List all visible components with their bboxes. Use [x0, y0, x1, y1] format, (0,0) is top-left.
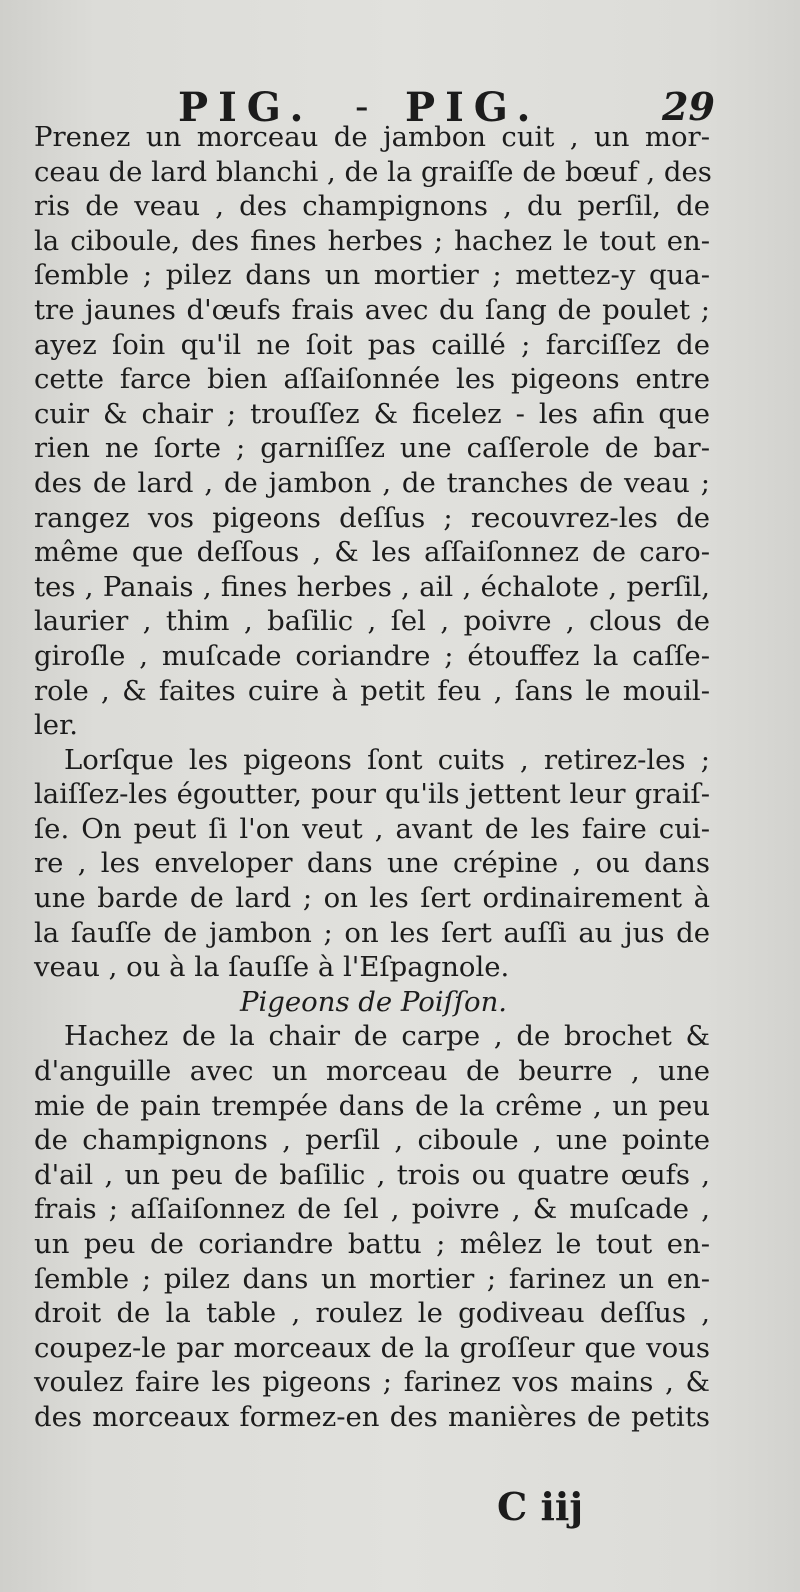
text-line: Lorſque les pigeons ſont cuits , retirez-les ;	[64, 743, 710, 776]
header-separator: -	[355, 84, 369, 130]
text-line: laiſſez-les égoutter, pour qu'ils jettent leur graiſ-	[34, 778, 710, 811]
text-line: la ciboule, des fines herbes ; hachez le tout en-	[34, 224, 710, 257]
text-line: re , les enveloper dans une crépine , ou dans	[34, 847, 710, 880]
page-number: 29	[662, 84, 715, 129]
text-line: ſe. On peut ſi l'on veut , avant de les faire cui-	[34, 812, 710, 845]
text-line: d'ail , un peu de baſilic , trois ou quatre œufs ,	[34, 1158, 710, 1191]
header-right: PIG.	[405, 84, 541, 131]
text-line: coupez-le par morceaux de la groſſeur que vous	[34, 1331, 710, 1364]
text-line: frais ; aſſaiſonnez de ſel , poivre , & muſcade ,	[34, 1193, 710, 1226]
header-left: PIG.	[178, 84, 314, 131]
text-line: des morceaux formez-en des manières de petits	[34, 1400, 710, 1433]
text-line: ſemble ; pilez dans un mortier ; mettez-y qua-	[34, 259, 710, 292]
text-line: droit de la table , roulez le godiveau deſſus ,	[34, 1297, 710, 1330]
text-line: ler.	[34, 709, 78, 742]
section-subtitle: Pigeons de Poiſſon.	[240, 985, 508, 1018]
text-line: tre jaunes d'œufs frais avec du ſang de poulet ;	[34, 293, 710, 326]
text-line: de champignons , perſil , ciboule , une pointe	[34, 1124, 710, 1157]
text-line: Prenez un morceau de jambon cuit , un mor-	[34, 121, 710, 153]
text-line: tes , Panais , fines herbes , ail , échalote , perſil,	[34, 570, 710, 603]
text-line: des de lard , de jambon , de tranches de veau ;	[34, 466, 710, 499]
text-line: ris de veau , des champignons , du perſil, de	[34, 190, 710, 223]
text-line: un peu de coriandre battu ; mêlez le tout en-	[34, 1228, 710, 1260]
text-line: Hachez de la chair de carpe , de brochet &	[64, 1020, 710, 1053]
text-line: role , & faites cuire à petit feu , ſans le mouil-	[34, 674, 710, 707]
text-line: une barde de lard ; on les ſert ordinairement à	[34, 882, 710, 915]
text-line: giroſle , muſcade coriandre ; étouffez la caſſe-	[34, 639, 710, 672]
text-line: même que deſſous , & les aſſaiſonnez de caro-	[34, 536, 710, 569]
text-line: ceau de lard blanchi , de la graiſſe de bœuf , des	[34, 155, 712, 188]
text-line: rangez vos pigeons deſſus ; recouvrez-les de	[34, 501, 710, 534]
text-line: veau , ou à la ſauſſe à l'Eſpagnole.	[34, 951, 510, 984]
signature-mark: C iij	[497, 1484, 584, 1529]
text-line: cette farce bien aſſaiſonnée les pigeons entre	[34, 363, 710, 396]
text-line: laurier , thim , baſilic , ſel , poivre , clous de	[34, 605, 710, 638]
text-line: la ſauſſe de jambon ; on les ſert auſſi au jus de	[34, 916, 710, 949]
text-line: ayez ſoin qu'il ne ſoit pas caillé ; farciſſez de	[34, 328, 710, 361]
text-line: voulez faire les pigeons ; farinez vos mains , &	[34, 1366, 710, 1399]
paragraph-1	[34, 120, 710, 743]
paragraph-2	[34, 743, 710, 985]
text-line: mie de pain trempée dans de la crême , un peu	[34, 1089, 710, 1122]
text-line: ſemble ; pilez dans un mortier ; farinez un en-	[34, 1262, 710, 1295]
page-body	[34, 120, 710, 1435]
text-line: cuir & chair ; trouſſez & ficelez - les afin que	[34, 397, 710, 430]
text-line: d'anguille avec un morceau de beurre , une	[34, 1055, 710, 1088]
paragraph-3	[34, 1019, 710, 1434]
text-line: rien ne ſorte ; garniſſez une caſſerole de bar-	[34, 432, 710, 465]
